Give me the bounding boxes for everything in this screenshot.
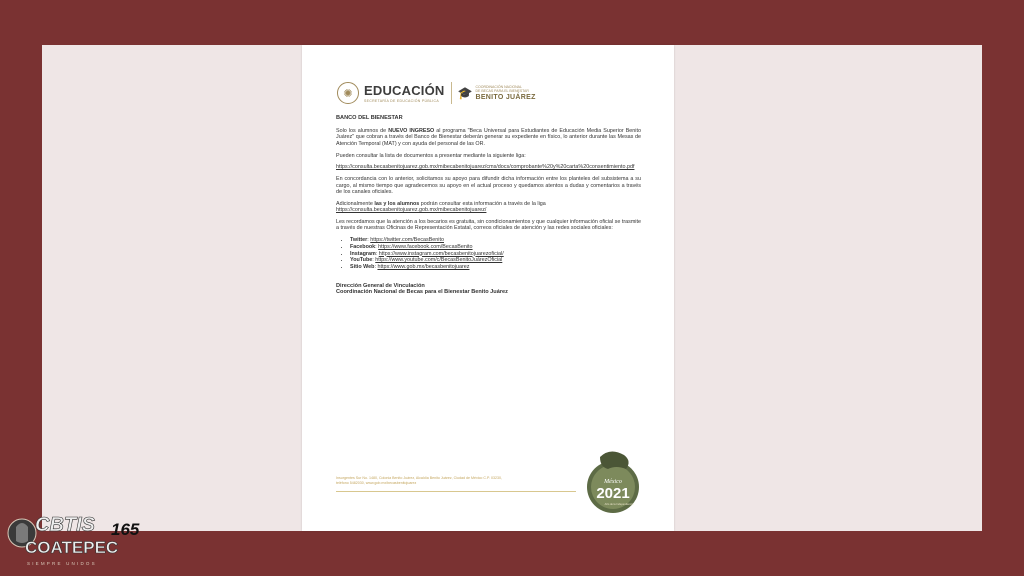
- p4-text-end: podrán consultar esta información a través de la liga: [419, 200, 546, 207]
- facebook-link[interactable]: https://www.facebook.com/BecasBenito: [378, 243, 473, 250]
- social-item-instagram: • Instagram: https://www.instagram.com/becasbenitojuarezoficial/: [350, 251, 641, 258]
- p1-text-end: al programa "Beca Universal para Estudiantes de Educación Media Superior Benito Juárez" que cobran a través del Banco de Bienestar deberán generar su expediente en físico, lo anterior durante las Mesas de Atención Temporal (MAT) y con ayuda del personal de las OR.: [336, 127, 641, 147]
- sep-logo: [364, 84, 445, 103]
- social-label: YouTube: [350, 257, 373, 264]
- social-list: [336, 237, 641, 271]
- social-label: Sitio Web: [350, 263, 375, 270]
- bj-small-2: DE BECAS PARA EL BIENESTAR: [475, 89, 529, 93]
- signature-line-2: Coordinación Nacional de Becas para el Bienestar Benito Juárez: [336, 289, 508, 296]
- emblem-year: 2021: [596, 485, 630, 502]
- footer-line-1: Insurgentes Sur No. 1480, Colonia Benito Juárez, Alcaldía Benito Juárez, Ciudad de México C.P. 03230,: [336, 476, 502, 480]
- footer-divider: [336, 491, 576, 492]
- document-heading: BANCO DEL BIENESTAR: [336, 115, 403, 121]
- paragraph-3: En concordancia con lo anterior, solicitamos su apoyo para difundir dicha información entre los planteles del subsistema a su cargo, al mismo tiempo que agradecemos su apoyo en el actual proceso y quedamos atentos a dudas y comentarios a través de los canales oficiales.: [336, 176, 641, 195]
- signature-line-1: Dirección General de Vinculación: [336, 282, 425, 289]
- emblem-caption: Año de la Independencia: [604, 503, 634, 506]
- p4-bold: las y los alumnos: [374, 200, 420, 207]
- edu-subtitle: SECRETARÍA DE EDUCACIÓN PÚBLICA: [364, 98, 439, 103]
- youtube-link[interactable]: https://www.youtube.com/c/BecasBenitoJuárezOficial: [375, 257, 503, 264]
- logo-number: 165: [111, 520, 140, 539]
- seal-icon: ✺: [337, 82, 359, 104]
- social-item-website: • Sitio Web: https://www.gob.mx/becasbenitojuarez: [350, 264, 641, 271]
- p1-bold: NUEVO INGRESO: [388, 127, 435, 134]
- paragraph-5: Les recordamos que la atención a los becarios es gratuita, sin condicionamientos y que cualquier información oficial se trasmite a través de nuestras Oficinas de Representación Estatal, correos oficiales de atención y las redes sociales oficiales:: [336, 218, 641, 232]
- document-body: [336, 115, 641, 296]
- bj-small-1: COORDINACIÓN NACIONAL: [475, 85, 522, 89]
- graduation-cap-icon: 🎓: [457, 86, 473, 100]
- twitter-link[interactable]: https://twitter.com/BecasBenito: [370, 237, 444, 244]
- social-label: Instagram: [350, 250, 376, 257]
- social-label: Facebook: [350, 243, 376, 250]
- document-header: [337, 80, 547, 106]
- header-divider: [451, 82, 452, 104]
- paragraph-4: [336, 201, 641, 214]
- paragraph-link-1: [336, 164, 641, 170]
- mexico-2021-emblem: [586, 447, 640, 515]
- emblem-word: México: [604, 479, 622, 485]
- edu-title: EDUCACIÓN: [364, 82, 445, 98]
- document-footer: [336, 476, 576, 486]
- social-label: Twitter: [350, 237, 368, 244]
- paragraph-2: Pueden consultar la lista de documentos a presentar mediante la siguiente liga:: [336, 152, 526, 159]
- social-item-youtube: • YouTube: https://www.youtube.com/c/BecasBenitoJuárezOficial: [350, 257, 641, 264]
- instagram-link[interactable]: https://www.instagram.com/becasbenitojuarezoficial/: [378, 250, 504, 257]
- social-item-facebook: • Facebook: https://www.facebook.com/BecasBenito: [350, 244, 641, 251]
- serpent-head-icon: [600, 451, 629, 469]
- social-item-twitter: • Twitter: https://twitter.com/BecasBenito: [350, 237, 641, 244]
- paragraph-1: [336, 128, 641, 147]
- logo-coatepec: COATEPEC: [25, 538, 119, 557]
- consult-link[interactable]: https://consulta.becasbenitojuarez.gob.mx/mibecabenitojuarez/: [336, 207, 487, 214]
- becas-logo: [475, 85, 535, 101]
- documents-link[interactable]: https://consulta.becasbenitojuarez.gob.mx/mibecabenitojuarez/cms/docs/comprobante%20y%20carta%20consentimiento.pdf: [336, 164, 635, 171]
- logo-tagline: SIEMPRE UNIDOS: [27, 561, 97, 566]
- logo-cbtis: CBTIS: [35, 514, 95, 536]
- document-page: [302, 45, 674, 531]
- website-link[interactable]: https://www.gob.mx/becasbenitojuarez: [377, 263, 470, 270]
- cbtis-165-logo: [5, 505, 150, 571]
- bj-title: BENITO JUÁREZ: [475, 94, 536, 101]
- p4-text: Adicionalmente: [336, 200, 375, 207]
- p1-text: Solo los alumnos de: [336, 127, 389, 134]
- footer-line-2: teléfono 5482030, www.gob.mx/becasbenitojuarez: [336, 481, 417, 485]
